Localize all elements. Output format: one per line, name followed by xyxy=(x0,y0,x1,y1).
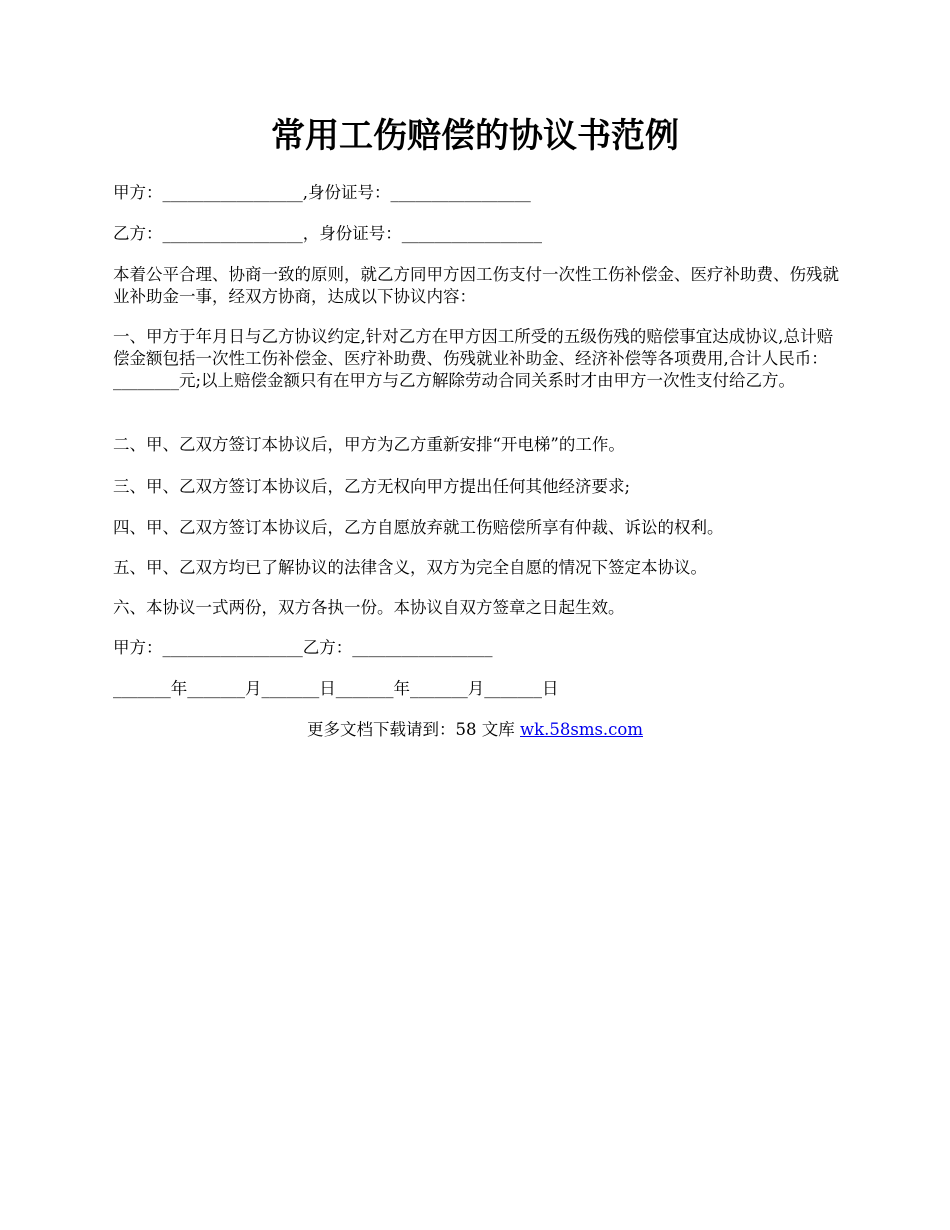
clause-5: 五、甲、乙双方均已了解协议的法律含义，双方为完全自愿的情况下签定本协议。 xyxy=(113,558,707,577)
footer-link[interactable]: wk.58sms.com xyxy=(519,720,643,739)
clause-4: 四、甲、乙双方签订本协议后，乙方自愿放弃就工伤赔偿所享有仲裁、诉讼的权利。 xyxy=(113,518,724,537)
date-line: _______年_______月_______日_______年_______月_______日 xyxy=(113,679,559,698)
party-a-line: 甲方：_________________,身份证号：_________________ xyxy=(113,183,531,202)
clause-2: 二、甲、乙双方签订本协议后，甲方为乙方重新安排“开电梯”的工作。 xyxy=(113,435,625,454)
clause-3: 三、甲、乙双方签订本协议后，乙方无权向甲方提出任何其他经济要求; xyxy=(113,477,631,496)
footer xyxy=(0,718,950,742)
party-b-line: 乙方：_________________，身份证号：_________________ xyxy=(113,224,542,243)
signature-line: 甲方：_________________乙方：_________________ xyxy=(113,638,493,657)
document-title: 常用工伤赔偿的协议书范例 xyxy=(271,116,679,156)
clause-6: 六、本协议一式两份，双方各执一份。本协议自双方签章之日起生效。 xyxy=(113,598,625,617)
clause-1: 一、甲方于年月日与乙方协议约定,针对乙方在甲方因工所受的五级伤残的赔偿事宜达成协议,总计赔偿金额包括一次性工伤补偿金、医疗补助费、伤残就业补助金、经济补偿等各项费用,合计人民币：________元;以上赔偿金额只有在甲方与乙方解除劳动合同关系时才由甲方一次性支付给乙方。 xyxy=(113,327,833,390)
footer-text: 更多文档下载请到：58 文库 xyxy=(306,720,520,739)
intro-paragraph: 本着公平合理、协商一致的原则，就乙方同甲方因工伤支付一次性工伤补偿金、医疗补助费、伤残就业补助金一事，经双方协商，达成以下协议内容： xyxy=(113,265,839,306)
